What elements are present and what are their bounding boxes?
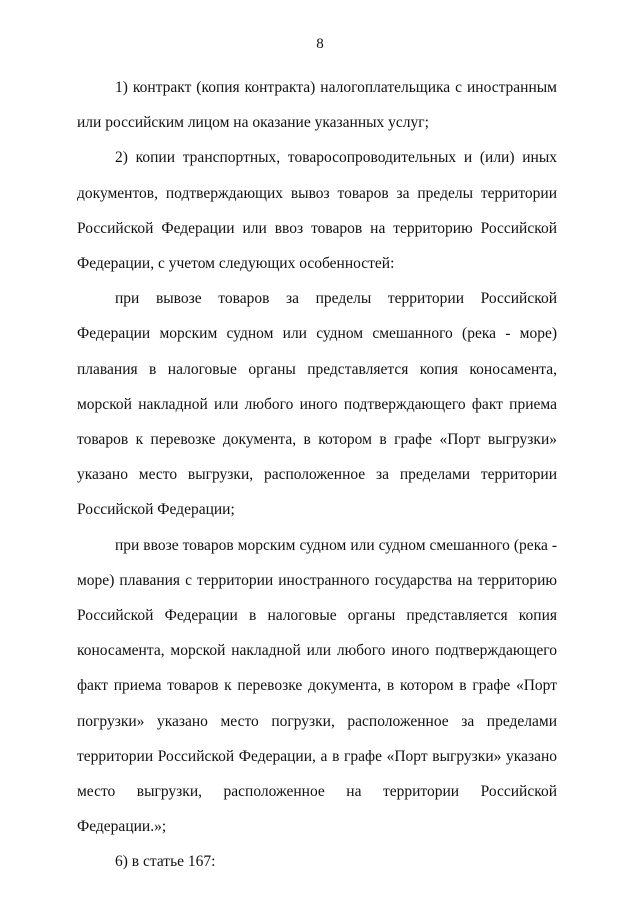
paragraph-item-6: 6) в статье 167: (115, 853, 216, 871)
page-number: 8 (316, 36, 324, 52)
paragraph-sea-import: при ввозе товаров морским судном или судном смешанного (река - море) плавания с территории иностранного государства на территорию Российской Федерации в налоговые органы представляется копия коносамента, морской накладной или любого иного подтверждающего факт приема товаров к перевозке документа, в котором в графе «Порт погрузки» указано место погрузки, расположенное за пределами территории Российской Федерации, а в графе «Порт выгрузки» указано место выгрузки, расположенное на территории Российской Федерации.»; (77, 536, 557, 836)
paragraph-item-1: 1) контракт (копия контракта) налогоплательщика с иностранным или российским лицом на оказание указанных услуг; (77, 79, 557, 132)
document-body (77, 70, 557, 880)
paragraph-item-2: 2) копии транспортных, товаросопроводительных и (или) иных документов, подтверждающих вывоз товаров за пределы территории Российской Федерации или ввоз товаров на территорию Российской Федерации, с учетом следующих особенностей: (77, 149, 557, 273)
paragraph-sea-export: при вывозе товаров за пределы территории Российской Федерации морским судном или судном смешанного (река - море) плавания в налоговые органы представляется копия коносамента, морской накладной или любого иного подтверждающего факт приема товаров к перевозке документа, в котором в графе «Порт выгрузки» указано место выгрузки, расположенное за пределами территории Российской Федерации; (77, 290, 557, 519)
